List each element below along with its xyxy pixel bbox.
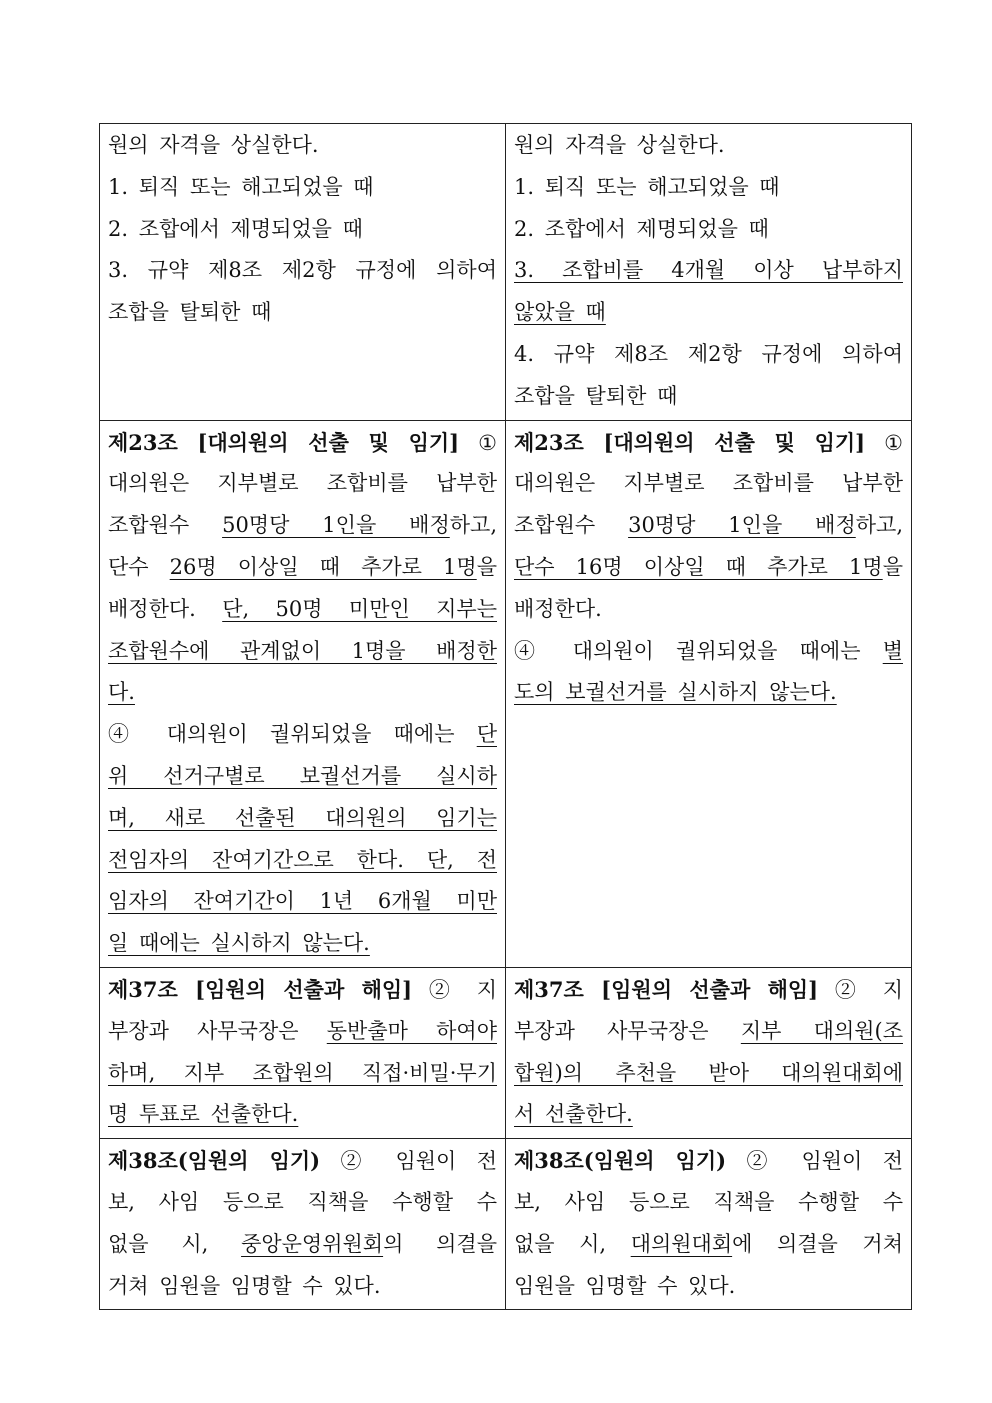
article-heading: 제23조 [대의원의 선출 및 임기] (514, 429, 866, 455)
text-line (108, 505, 497, 547)
text-segment: 없을 시, (514, 1231, 631, 1256)
text-line (108, 1224, 497, 1266)
text-segment: ② 임원이 전 (320, 1149, 497, 1174)
text-segment: ② 지 (412, 977, 497, 1002)
text-line (514, 969, 903, 1011)
underlined-amendment: 합원)의 추천을 받아 대의원대회에 (514, 1060, 903, 1085)
text-line (514, 125, 903, 167)
text-line (514, 167, 903, 209)
text-line (108, 167, 497, 209)
text-line (514, 292, 903, 334)
text-segment: 조합원수 (108, 513, 223, 538)
text-line (514, 376, 903, 418)
text-line (514, 422, 903, 464)
article-heading: 제37조 [임원의 선출과 해임] (108, 976, 413, 1002)
text-line (108, 631, 497, 673)
text-line (108, 1053, 497, 1095)
text-segment: 보, 사임 등으로 직책을 수행할 수 (108, 1189, 497, 1214)
underlined-amendment: 별 (882, 638, 903, 663)
revised-text-cell (506, 1139, 912, 1310)
text-line (514, 1266, 903, 1308)
text-segment: 부장과 사무국장은 (514, 1018, 741, 1043)
text-segment: 없을 시, (108, 1231, 242, 1256)
underlined-amendment: 서 선출한다. (514, 1102, 633, 1127)
current-text-cell (100, 967, 506, 1138)
underlined-amendment: 단 (476, 722, 497, 747)
text-line (108, 547, 497, 589)
text-segment: 배정한다. (514, 596, 602, 621)
text-line (108, 798, 497, 840)
text-line (514, 589, 903, 631)
underlined-amendment: 지부 대의원(조 (740, 1018, 903, 1043)
text-line (514, 1011, 903, 1053)
underlined-amendment: 일 때에는 실시하지 않는다. (108, 931, 370, 956)
text-line (514, 631, 903, 673)
text-segment: 배정한다. (108, 596, 223, 621)
underlined-amendment: 단, 50명 미만인 지부는 (222, 596, 497, 621)
text-line (514, 463, 903, 505)
underlined-amendment: 3. 조합비를 4개월 이상 납부하지 (514, 258, 903, 283)
text-segment: 보, 사임 등으로 직책을 수행할 수 (514, 1189, 903, 1214)
text-line (108, 672, 497, 714)
underlined-amendment: 않았을 때 (514, 300, 606, 325)
text-line (108, 209, 497, 251)
text-line (514, 209, 903, 251)
underlined-amendment: 대의원대회 (630, 1231, 733, 1256)
text-line (108, 125, 497, 167)
text-segment: 단수 (108, 554, 170, 579)
text-line (108, 1011, 497, 1053)
text-segment: ② 임원이 전 (726, 1149, 903, 1174)
text-segment: 원의 자격을 상실한다. (514, 133, 725, 157)
current-text-cell (100, 420, 506, 967)
text-segment: 부장과 사무국장은 (108, 1018, 327, 1043)
table-row (100, 124, 912, 421)
underlined-amendment: 조합원수에 관계없이 1명을 배정한 (108, 638, 497, 663)
article-heading: 제38조(임원의 임기) (108, 1148, 321, 1174)
text-segment: ④ 대의원이 궐위되었을 때에는 (514, 638, 883, 663)
underlined-amendment: 임자의 잔여기간이 1년 6개월 미만 (108, 889, 497, 914)
table-row (100, 420, 912, 967)
text-segment: 의 의결을 (383, 1231, 497, 1256)
text-line (514, 250, 903, 292)
text-segment: 1. 퇴직 또는 해고되었을 때 (108, 174, 374, 199)
current-text-cell (100, 1139, 506, 1310)
text-segment: 임원을 임명할 수 있다. (514, 1273, 736, 1298)
text-segment: 원의 자격을 상실한다. (108, 133, 319, 157)
underlined-amendment: 26명 이상일 때 추가로 1명 (169, 554, 477, 579)
underlined-amendment: 중앙운영위원회 (241, 1231, 384, 1256)
text-line (108, 881, 497, 923)
text-segment: 거쳐 임원을 임명할 수 있다. (108, 1273, 381, 1298)
text-segment: 대의원은 지부별로 조합비를 납부한 (108, 471, 497, 496)
underlined-amendment: 위 선거구별로 보궐선거를 실시하 (108, 763, 497, 788)
article-heading: 제37조 [임원의 선출과 해임] (514, 976, 819, 1002)
text-line (108, 1094, 497, 1136)
revised-text-cell (506, 420, 912, 967)
underlined-amendment: 다. (108, 680, 135, 705)
current-text-cell (100, 124, 506, 421)
text-line (108, 1182, 497, 1224)
comparison-table (99, 123, 912, 1310)
text-line (514, 1182, 903, 1224)
text-segment: 하고, (449, 513, 497, 538)
text-segment: ② 지 (818, 977, 903, 1002)
text-segment: 3. 규약 제8조 제2항 규정에 의하여 (108, 258, 497, 283)
text-segment: 대의원은 지부별로 조합비를 납부한 (514, 471, 903, 496)
text-line (514, 1094, 903, 1136)
table-body (100, 124, 912, 1310)
text-segment: 하고, (855, 513, 903, 538)
text-segment: 1. 퇴직 또는 해고되었을 때 (514, 174, 780, 199)
article-heading: 제38조(임원의 임기) (514, 1148, 727, 1174)
text-line (108, 463, 497, 505)
text-segment: ④ 대의원이 궐위되었을 때에는 (108, 722, 477, 747)
underlined-amendment: 전임자의 잔여기간으로 한다. 단, 전 (108, 847, 497, 872)
table-row (100, 967, 912, 1138)
text-segment: 조합을 탈퇴한 때 (108, 300, 272, 325)
underlined-amendment: 동반출마 하여야 (326, 1018, 497, 1043)
text-line (514, 547, 903, 589)
underlined-amendment: 도의 보궐선거를 실시하지 않는다. (514, 680, 837, 705)
text-line (108, 1140, 497, 1182)
text-line (108, 969, 497, 1011)
text-line (514, 505, 903, 547)
text-segment: 조합원수 (514, 513, 629, 538)
text-segment: ① (459, 430, 497, 455)
text-line (108, 250, 497, 292)
underlined-amendment: 50명당 1인을 배정 (222, 513, 450, 538)
text-segment: 2. 조합에서 제명되었을 때 (514, 216, 769, 241)
text-line (514, 1053, 903, 1095)
text-line (108, 422, 497, 464)
revised-text-cell (506, 124, 912, 421)
text-line (514, 1224, 903, 1266)
underlined-amendment: 명 투표로 선출한다. (108, 1102, 299, 1127)
text-line (514, 1140, 903, 1182)
underlined-amendment: 30명당 1인을 배정 (628, 513, 856, 538)
underlined-amendment: 단수 16명 이상일 때 추가로 1명 (514, 554, 883, 579)
text-line (108, 1266, 497, 1308)
text-line (108, 923, 497, 965)
underlined-amendment: 며, 새로 선출된 대의원의 임기는 (108, 805, 497, 830)
text-line (108, 292, 497, 334)
text-segment: 4. 규약 제8조 제2항 규정에 의하여 (514, 341, 903, 366)
text-segment: 을 (882, 554, 903, 579)
underlined-amendment: 하며, 지부 조합원의 직접·비밀·무기 (108, 1060, 497, 1085)
text-segment: 을 (476, 554, 497, 579)
text-segment: 2. 조합에서 제명되었을 때 (108, 216, 363, 241)
text-segment: 에 의결을 거쳐 (732, 1231, 903, 1256)
text-line (108, 714, 497, 756)
text-segment: ① (865, 430, 903, 455)
revised-text-cell (506, 967, 912, 1138)
text-line (108, 840, 497, 882)
text-segment: 조합을 탈퇴한 때 (514, 383, 678, 408)
text-line (514, 334, 903, 376)
text-line (108, 589, 497, 631)
text-line (514, 672, 903, 714)
table-row (100, 1139, 912, 1310)
text-line (108, 756, 497, 798)
article-heading: 제23조 [대의원의 선출 및 임기] (108, 429, 460, 455)
